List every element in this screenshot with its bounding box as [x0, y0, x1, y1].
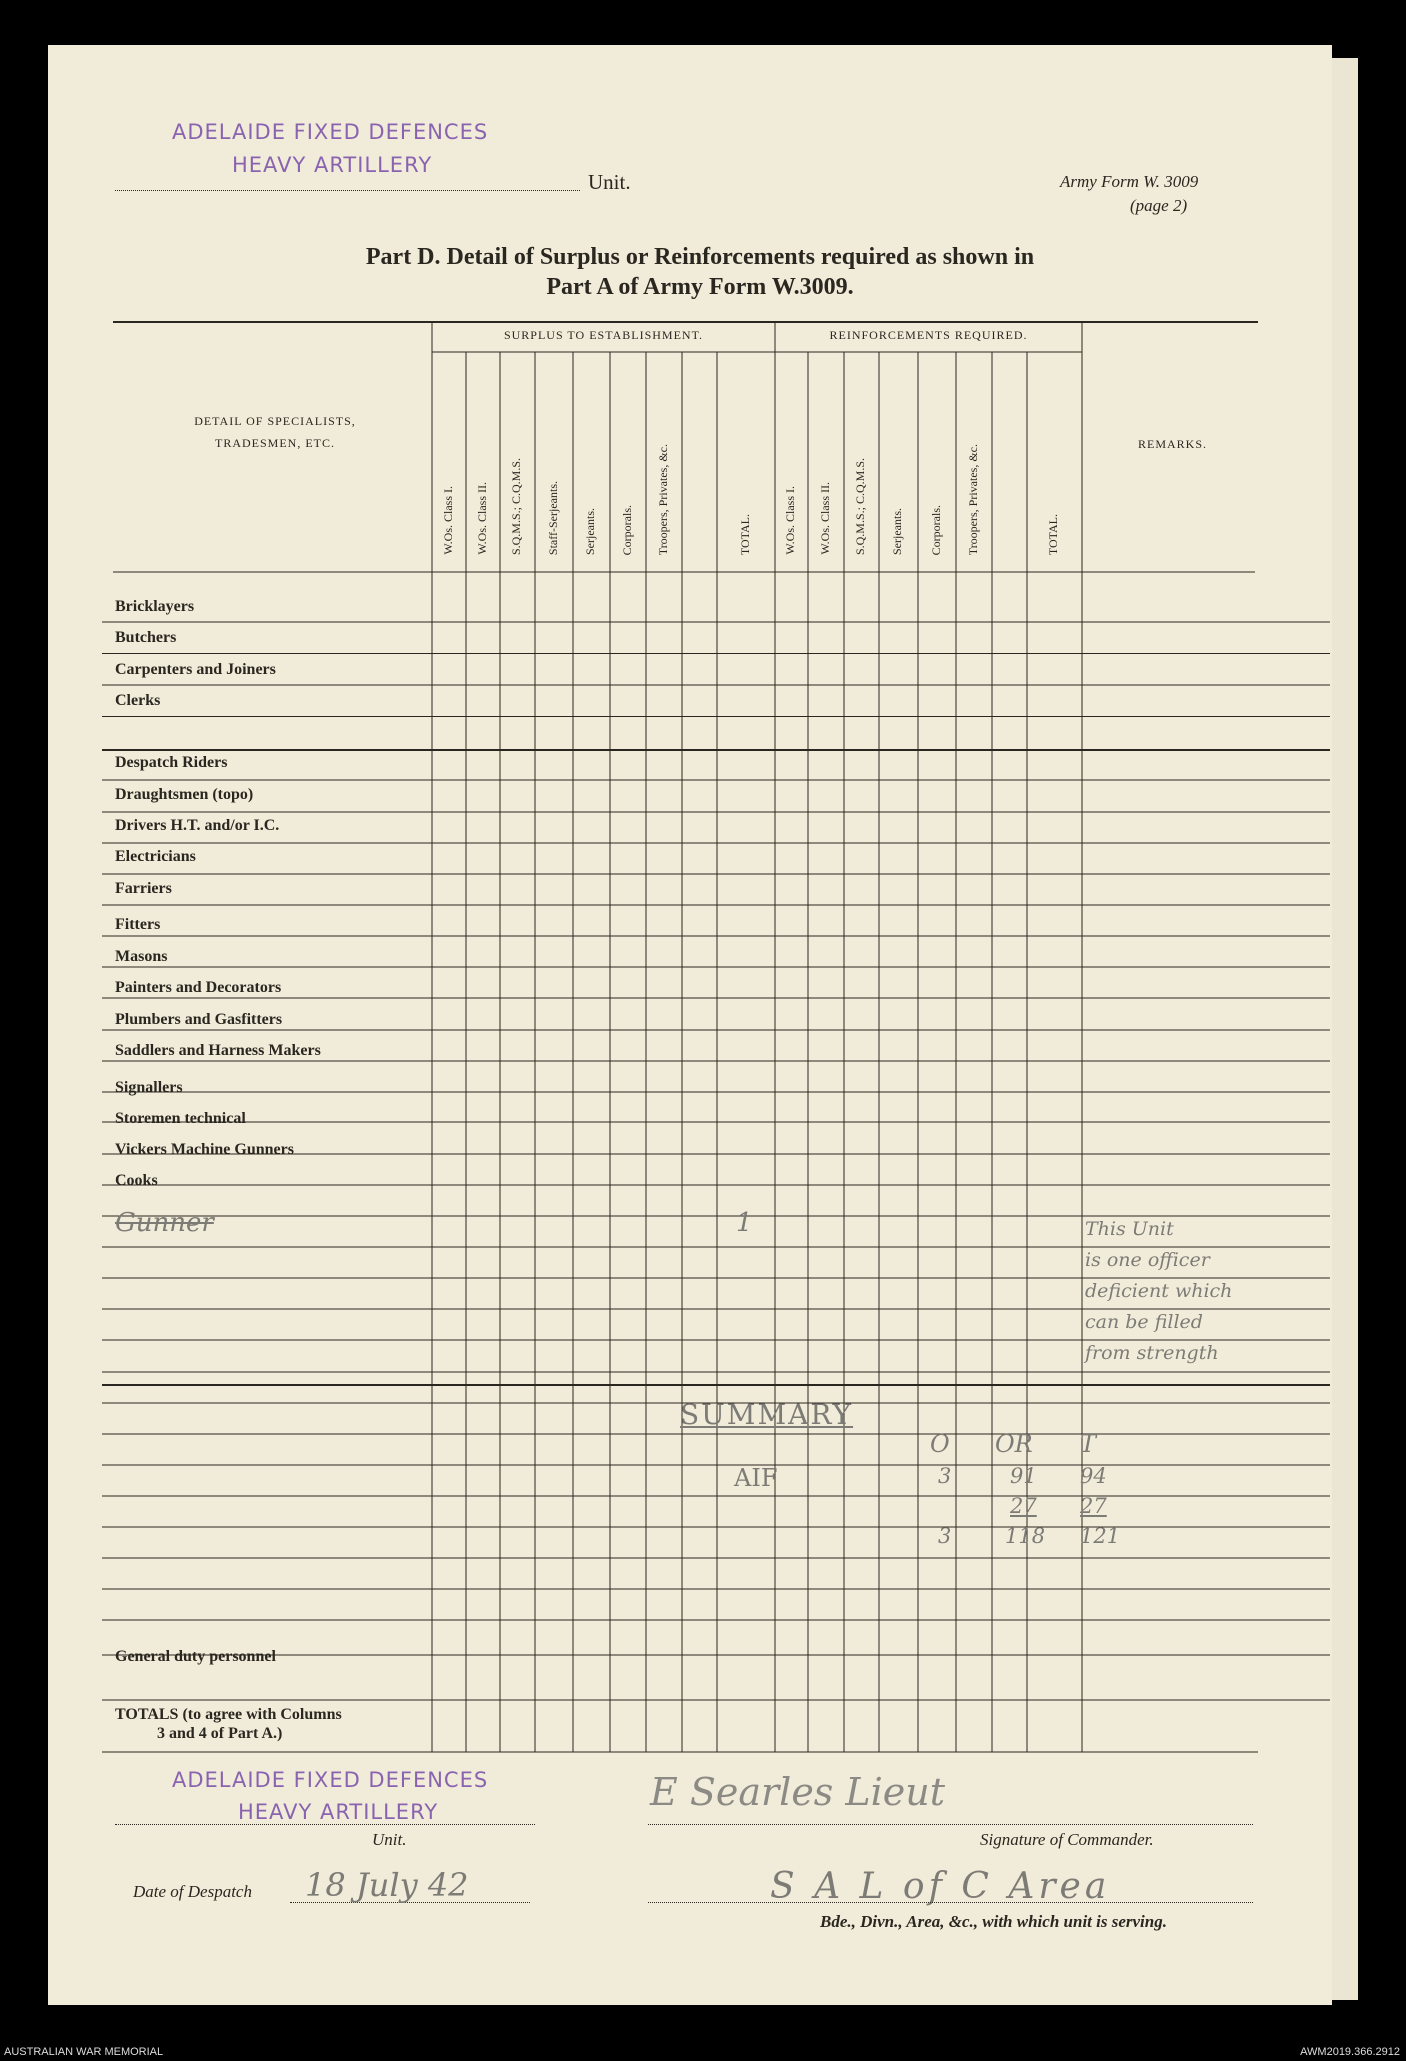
summary-r2-t: 27 — [1080, 1494, 1107, 1518]
unit-stamp-line2: HEAVY ARTILLERY — [232, 153, 433, 177]
date-of-despatch-value: 18 July 42 — [305, 1866, 469, 1904]
row-label: Draughtsmen (topo) — [115, 786, 254, 803]
page-reference: (page 2) — [1130, 196, 1188, 215]
reinforcement-col-label: Troopers, Privates, &c. — [966, 443, 980, 555]
handwritten-gunner: Gunner — [115, 1208, 214, 1238]
handwritten-remarks — [1085, 1214, 1232, 1369]
detail-header-line1: DETAIL OF SPECIALISTS, — [194, 414, 356, 428]
row-label: Painters and Decorators — [115, 979, 282, 996]
row-label: Saddlers and Harness Makers — [115, 1042, 321, 1059]
totals-label — [115, 1705, 342, 1743]
reinforcement-col-label: Corporals. — [929, 504, 943, 555]
summary-col-o: O — [930, 1430, 950, 1458]
area-value: S A L of C Area — [770, 1866, 1111, 1907]
surplus-col-label: Staff-Serjeants. — [546, 480, 560, 555]
surplus-col-label: W.Os. Class I. — [441, 486, 455, 555]
row-label: Despatch Riders — [115, 754, 228, 771]
signature-unit-label: Unit. — [372, 1830, 407, 1849]
row-label: Cooks — [115, 1172, 158, 1189]
row-label: Clerks — [115, 692, 161, 709]
remarks-header: REMARKS. — [1137, 437, 1207, 451]
form-title-line2: Part A of Army Form W.3009. — [546, 274, 854, 300]
surplus-col-label: Serjeants. — [583, 508, 597, 555]
commander-signature: E Searles Lieut — [650, 1770, 946, 1814]
totals-label-line2: 3 and 4 of Part A.) — [157, 1725, 283, 1742]
signature-stamp-line2: HEAVY ARTILLERY — [238, 1800, 439, 1824]
summary-aif: AIF — [734, 1464, 778, 1492]
row-label: Electricians — [115, 848, 196, 865]
summary-r3-o: 3 — [938, 1524, 952, 1548]
row-label: Plumbers and Gasfitters — [115, 1011, 283, 1028]
remarks-line-3: deficient which — [1085, 1280, 1233, 1302]
row-label: Masons — [115, 948, 168, 965]
footer-left: AUSTRALIAN WAR MEMORIAL — [4, 2046, 164, 2058]
totals-label-line1: TOTALS (to agree with Columns — [115, 1706, 342, 1723]
footer-right: AWM2019.366.2912 — [1300, 2046, 1400, 2058]
detail-header-line2: TRADESMEN, ETC. — [215, 436, 335, 450]
row-label: Drivers H.T. and/or I.C. — [115, 817, 280, 834]
general-duty-label: General duty personnel — [115, 1648, 276, 1665]
row-label: Fitters — [115, 916, 161, 933]
area-label: Bde., Divn., Area, &c., with which unit is serving. — [820, 1912, 1167, 1931]
row-label: Carpenters and Joiners — [115, 661, 276, 678]
commander-signature-line — [648, 1824, 1253, 1825]
row-label: Butchers — [115, 629, 177, 646]
surplus-col-label: W.Os. Class II. — [475, 482, 489, 555]
reinforcement-col-label: TOTAL. — [1046, 513, 1060, 555]
commander-signature-label: Signature of Commander. — [980, 1830, 1154, 1849]
remarks-line-4: can be filled — [1085, 1311, 1203, 1333]
date-of-despatch-label: Date of Despatch — [133, 1882, 252, 1901]
row-label: Vickers Machine Gunners — [115, 1141, 294, 1158]
summary-r1-t: 94 — [1080, 1464, 1107, 1488]
summary-r1-or: 91 — [1010, 1464, 1037, 1488]
detail-header — [155, 410, 395, 454]
summary-title: SUMMARY — [680, 1398, 854, 1431]
surplus-col-label: Troopers, Privates, &c. — [656, 443, 670, 555]
unit-label: Unit. — [588, 170, 631, 194]
remarks-line-2: is one officer — [1085, 1249, 1210, 1271]
surplus-col-label: Corporals. — [620, 504, 634, 555]
reinforcement-col-label: Serjeants. — [890, 508, 904, 555]
unit-stamp-line1: ADELAIDE FIXED DEFENCES — [172, 120, 489, 144]
remarks-line-5: from strength — [1085, 1342, 1219, 1364]
remarks-line-1: This Unit — [1085, 1218, 1174, 1240]
row-label: Signallers — [115, 1079, 183, 1096]
summary-r2-or: 27 — [1010, 1494, 1037, 1518]
signature-unit-line — [115, 1824, 535, 1825]
summary-r3-or: 118 — [1005, 1524, 1046, 1548]
surplus-header: SURPLUS TO ESTABLISHMENT. — [503, 328, 704, 342]
reinforcements-header: REINFORCEMENTS REQUIRED. — [829, 328, 1028, 342]
reinforcement-col-label: W.Os. Class II. — [818, 482, 832, 555]
row-label: Storemen technical — [115, 1110, 246, 1127]
summary-col-t: T — [1080, 1430, 1097, 1458]
surplus-col-label: S.Q.M.S.; C.Q.M.S. — [509, 457, 523, 555]
handwritten-gunner-total: 1 — [736, 1208, 753, 1238]
signature-stamp-line1: ADELAIDE FIXED DEFENCES — [172, 1768, 489, 1792]
area-line — [648, 1902, 1253, 1903]
form-reference: Army Form W. 3009 — [1060, 172, 1199, 191]
row-label: Farriers — [115, 880, 172, 897]
summary-col-or: OR — [995, 1430, 1033, 1458]
row-label: Bricklayers — [115, 598, 195, 615]
surplus-col-label: TOTAL. — [738, 513, 752, 555]
reinforcement-col-label: S.Q.M.S.; C.Q.M.S. — [853, 457, 867, 555]
reinforcement-col-label: W.Os. Class I. — [783, 486, 797, 555]
summary-r3-t: 121 — [1080, 1524, 1121, 1548]
form-title-line1: Part D. Detail of Surplus or Reinforcements required as shown in — [365, 244, 1035, 270]
summary-r1-o: 3 — [938, 1464, 952, 1488]
